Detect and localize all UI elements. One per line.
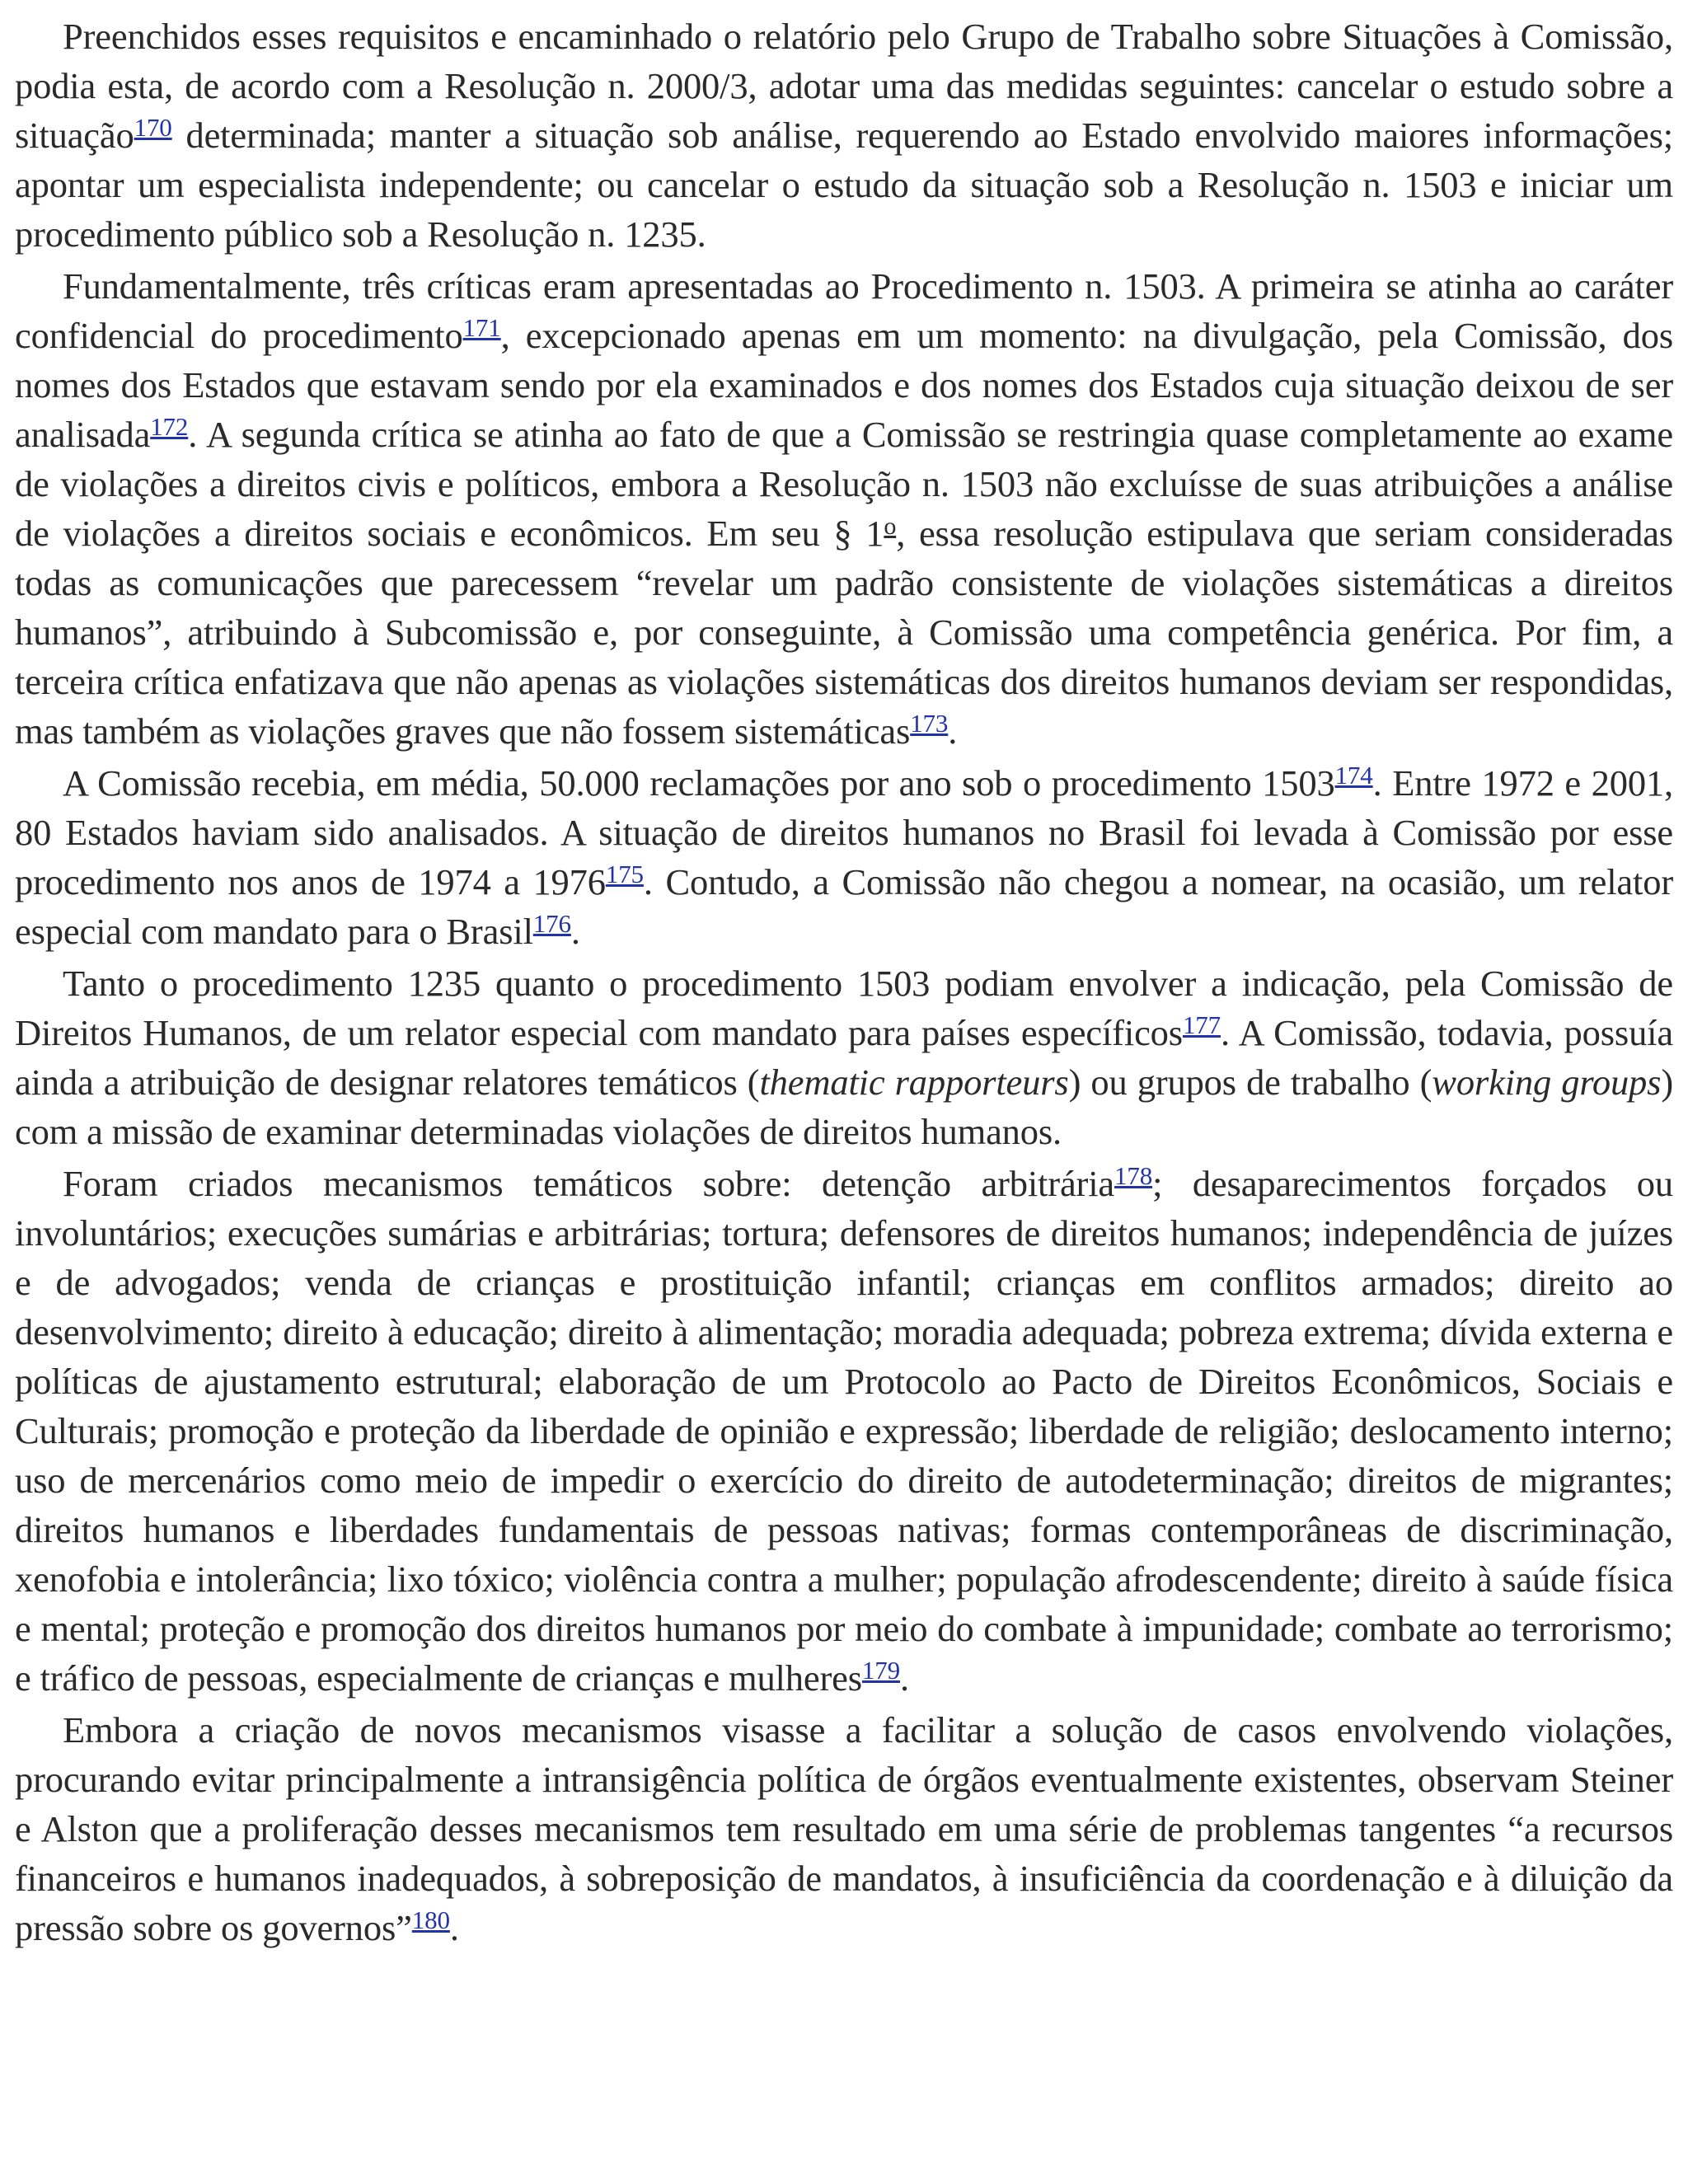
- paragraph-text: , essa resolução estipulava que seriam consideradas todas as comunicações que parecessem “revelar um padrão consistente de violações sistemáticas a direitos humanos”, atribuindo à Subcomissão e, por conseguinte, à Comissão uma competência genérica. Por fim, a terceira crítica enfatizava que não apenas as violações sistemáticas dos direitos humanos deviam ser respondidas, mas também as violações graves que não fossem sistemáticas: [15, 513, 1673, 752]
- paragraph-text: determinada; manter a situação sob análise, requerendo ao Estado envolvido maiores informações; apontar um especialista independente; ou cancelar o estudo da situação sob a Resolução n. 1503 e iniciar um procedimento público sob a Resolução n. 1235.: [15, 115, 1673, 255]
- paragraph-text: . A segunda crítica se atinha ao fato de que a Comissão se restringia quase completamente ao exame de violações a direitos civis e políticos, embora a Resolução n. 1503 não excluísse de suas atribuições a análise de violações a direitos sociais e econômicos. Em seu § 1: [15, 414, 1673, 554]
- footnote-link-176[interactable]: 176: [532, 909, 571, 938]
- footnote-link-170[interactable]: 170: [134, 113, 172, 142]
- paragraph-1: [15, 12, 1673, 259]
- paragraph-5: [15, 1159, 1673, 1703]
- footnote-link-177[interactable]: 177: [1182, 1010, 1221, 1039]
- footnote-link-173[interactable]: 173: [910, 709, 949, 738]
- paragraph-text: Preenchidos esses requisitos e encaminhado o relatório pelo Grupo de Trabalho sobre Situações à Comissão, podia esta, de acordo com a Resolução n. 2000/3, adotar uma das medidas seguintes: cancelar o estudo sobre a situação: [15, 16, 1673, 156]
- paragraph-text: Embora a criação de novos mecanismos visasse a facilitar a solução de casos envolvendo violações, procurando evitar principalmente a intransigência política de órgãos eventualmente existentes, observam Steiner e Alston que a proliferação desses mecanismos tem resultado em uma série de problemas tangentes “a recursos financeiros e humanos inadequados, à sobreposição de mandatos, à insuficiência da coordenação e à diluição da pressão sobre os governos”: [15, 1709, 1673, 1948]
- paragraph-text: ; desaparecimentos forçados ou involuntários; execuções sumárias e arbitrárias; tortura; defensores de direitos humanos; independência de juízes e de advogados; venda de crianças e prostituição infantil; crianças em conflitos armados; direito ao desenvolvimento; direito à educação; direito à alimentação; moradia adequada; pobreza extrema; dívida externa e políticas de ajustamento estrutural; elaboração de um Protocolo ao Pacto de Direitos Econômicos, Sociais e Culturais; promoção e proteção da liberdade de opinião e expressão; liberdade de religião; deslocamento interno; uso de mercenários como meio de impedir o exercício do direito de autodeterminação; direitos de migrantes; direitos humanos e liberdades fundamentais de pessoas nativas; formas contemporâneas de discriminação, xenofobia e intolerância; lixo tóxico; violência contra a mulher; população afrodescendente; direito à saúde física e mental; proteção e promoção dos direitos humanos por meio do combate à impunidade; combate ao terrorismo; e tráfico de pessoas, especialmente de crianças e mulheres: [15, 1163, 1673, 1699]
- paragraph-text: . A Comissão, todavia, possuía ainda a atribuição de designar relatores temáticos (: [15, 1012, 1673, 1103]
- document-page: [15, 12, 1673, 1955]
- paragraph-6: [15, 1705, 1673, 1952]
- paragraph-4: [15, 958, 1673, 1156]
- italic-term: working groups: [1432, 1062, 1662, 1103]
- paragraph-text: Tanto o procedimento 1235 quanto o procedimento 1503 podiam envolver a indicação, pela Comissão de Direitos Humanos, de um relator especial com mandato para países específicos: [15, 963, 1673, 1053]
- footnote-link-179[interactable]: 179: [861, 1656, 900, 1685]
- footnote-link-174[interactable]: 174: [1334, 761, 1373, 790]
- ordinal-indicator: o: [884, 513, 897, 540]
- footnote-link-178[interactable]: 178: [1114, 1161, 1153, 1190]
- paragraph-text: . Entre 1972 e 2001, 80 Estados haviam sido analisados. A situação de direitos humanos no Brasil foi levada à Comissão por esse procedimento nos anos de 1974 a 1976: [15, 762, 1673, 902]
- paragraph-text: ) com a missão de examinar determinadas violações de direitos humanos.: [15, 1062, 1673, 1152]
- paragraph-2: [15, 261, 1673, 756]
- paragraph-text: .: [948, 710, 958, 752]
- footnote-link-171[interactable]: 171: [462, 313, 501, 342]
- footnote-link-180[interactable]: 180: [411, 1905, 450, 1934]
- paragraph-text: . Contudo, a Comissão não chegou a nomear, na ocasião, um relator especial com mandato para o Brasil: [15, 861, 1673, 952]
- paragraph-text: ) ou grupos de trabalho (: [1068, 1062, 1432, 1103]
- footnote-link-175[interactable]: 175: [605, 860, 644, 888]
- paragraph-text: , excepcionado apenas em um momento: na divulgação, pela Comissão, dos nomes dos Estados que estavam sendo por ela examinados e dos nomes dos Estados cuja situação deixou de ser analisada: [15, 315, 1673, 455]
- paragraph-text: .: [570, 911, 580, 952]
- paragraph-text: Fundamentalmente, três críticas eram apresentadas ao Procedimento n. 1503. A primeira se atinha ao caráter confidencial do procedimento: [15, 265, 1673, 356]
- paragraph-text: A Comissão recebia, em média, 50.000 reclamações por ano sob o procedimento 1503: [63, 762, 1335, 804]
- footnote-link-172[interactable]: 172: [150, 412, 189, 441]
- paragraph-text: Foram criados mecanismos temáticos sobre: detenção arbitrária: [63, 1163, 1115, 1204]
- paragraph-text: .: [899, 1657, 909, 1699]
- paragraph-text: .: [449, 1907, 459, 1948]
- paragraph-3: [15, 758, 1673, 956]
- italic-term: thematic rapporteurs: [759, 1062, 1069, 1103]
